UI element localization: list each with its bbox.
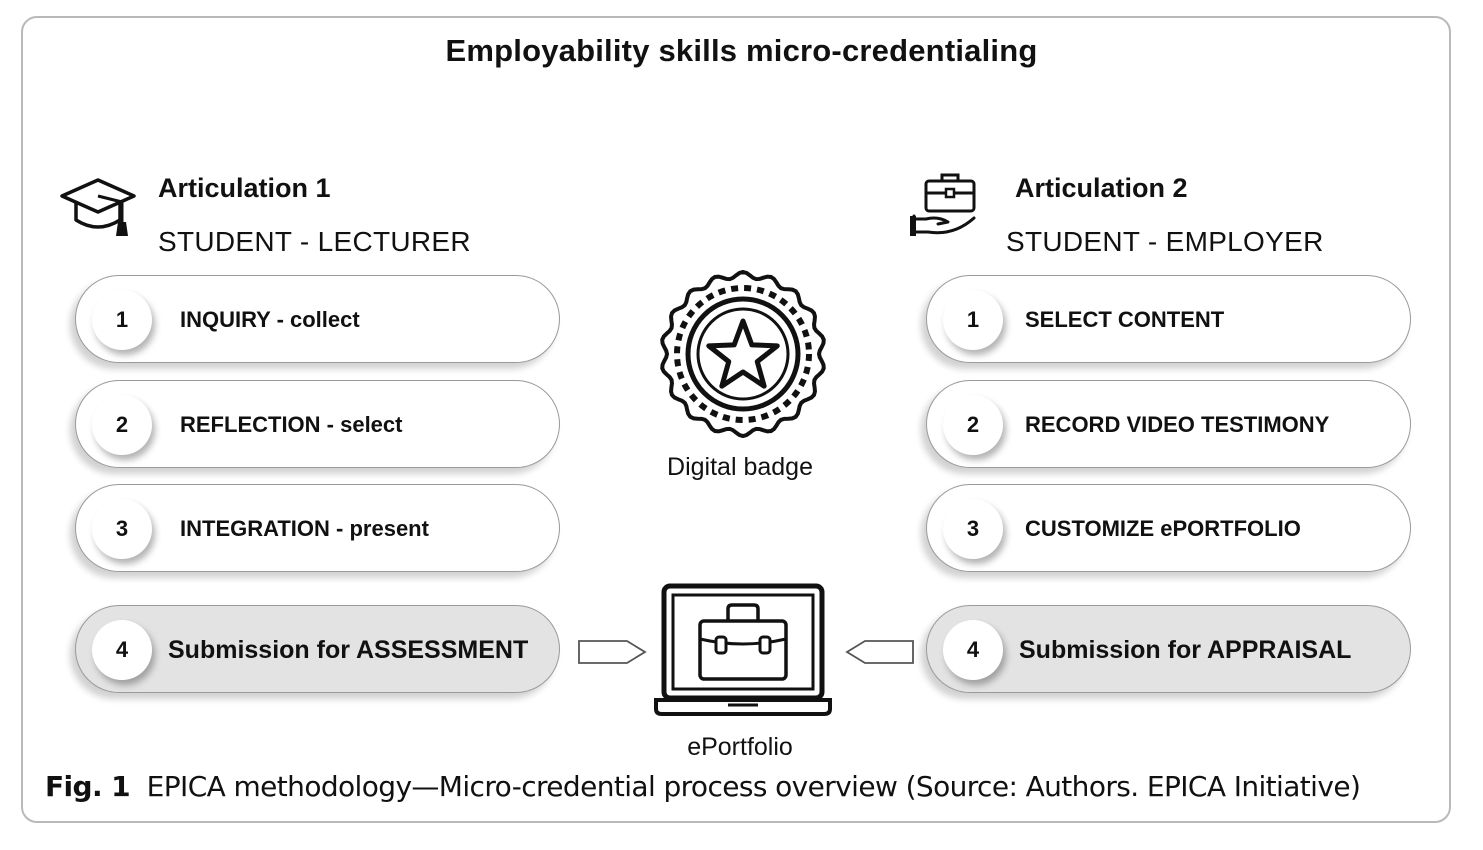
step-label: CUSTOMIZE ePORTFOLIO — [1025, 516, 1301, 541]
step-number: 4 — [943, 620, 1003, 680]
digital-badge-label: Digital badge — [667, 453, 813, 481]
arrow-left-icon — [843, 638, 915, 666]
step-label: REFLECTION - select — [180, 412, 403, 437]
eportfolio-label: ePortfolio — [687, 733, 793, 761]
hand-briefcase-icon — [908, 172, 980, 244]
step-number: 2 — [943, 395, 1003, 455]
laptop-briefcase-icon — [652, 583, 834, 717]
figure-caption — [45, 770, 1360, 803]
articulation-1-heading: Articulation 1 — [158, 173, 331, 203]
right-step-2 — [926, 380, 1411, 468]
diagram-title: Employability skills micro-credentialing — [445, 33, 1038, 68]
step-label: RECORD VIDEO TESTIMONY — [1025, 412, 1330, 437]
graduation-cap-icon — [58, 176, 138, 246]
step-number: 1 — [943, 290, 1003, 350]
step-label: Submission for ASSESSMENT — [168, 636, 529, 664]
left-step-1 — [75, 275, 560, 363]
articulation-2-subheading: STUDENT - EMPLOYER — [1006, 226, 1324, 257]
right-step-3 — [926, 484, 1411, 572]
right-step-1 — [926, 275, 1411, 363]
arrow-right-icon — [577, 638, 649, 666]
step-number: 3 — [943, 499, 1003, 559]
step-label: SELECT CONTENT — [1025, 307, 1225, 332]
right-step-4-submission — [926, 605, 1411, 693]
caption-text: EPICA methodology—Micro-credential process overview (Source: Authors. EPICA Initiative) — [146, 770, 1361, 803]
star-badge-icon — [657, 268, 829, 440]
step-number: 1 — [92, 290, 152, 350]
step-number: 2 — [92, 395, 152, 455]
left-step-4-submission — [75, 605, 560, 693]
step-number: 4 — [92, 620, 152, 680]
step-label: INQUIRY - collect — [180, 307, 360, 332]
left-step-3 — [75, 484, 560, 572]
articulation-1-subheading: STUDENT - LECTURER — [158, 226, 471, 257]
figure-number: Fig. 1 — [45, 770, 131, 803]
step-number: 3 — [92, 499, 152, 559]
step-label: Submission for APPRAISAL — [1019, 636, 1352, 664]
step-label: INTEGRATION - present — [180, 516, 429, 541]
articulation-2-heading: Articulation 2 — [1015, 173, 1188, 203]
left-step-2 — [75, 380, 560, 468]
